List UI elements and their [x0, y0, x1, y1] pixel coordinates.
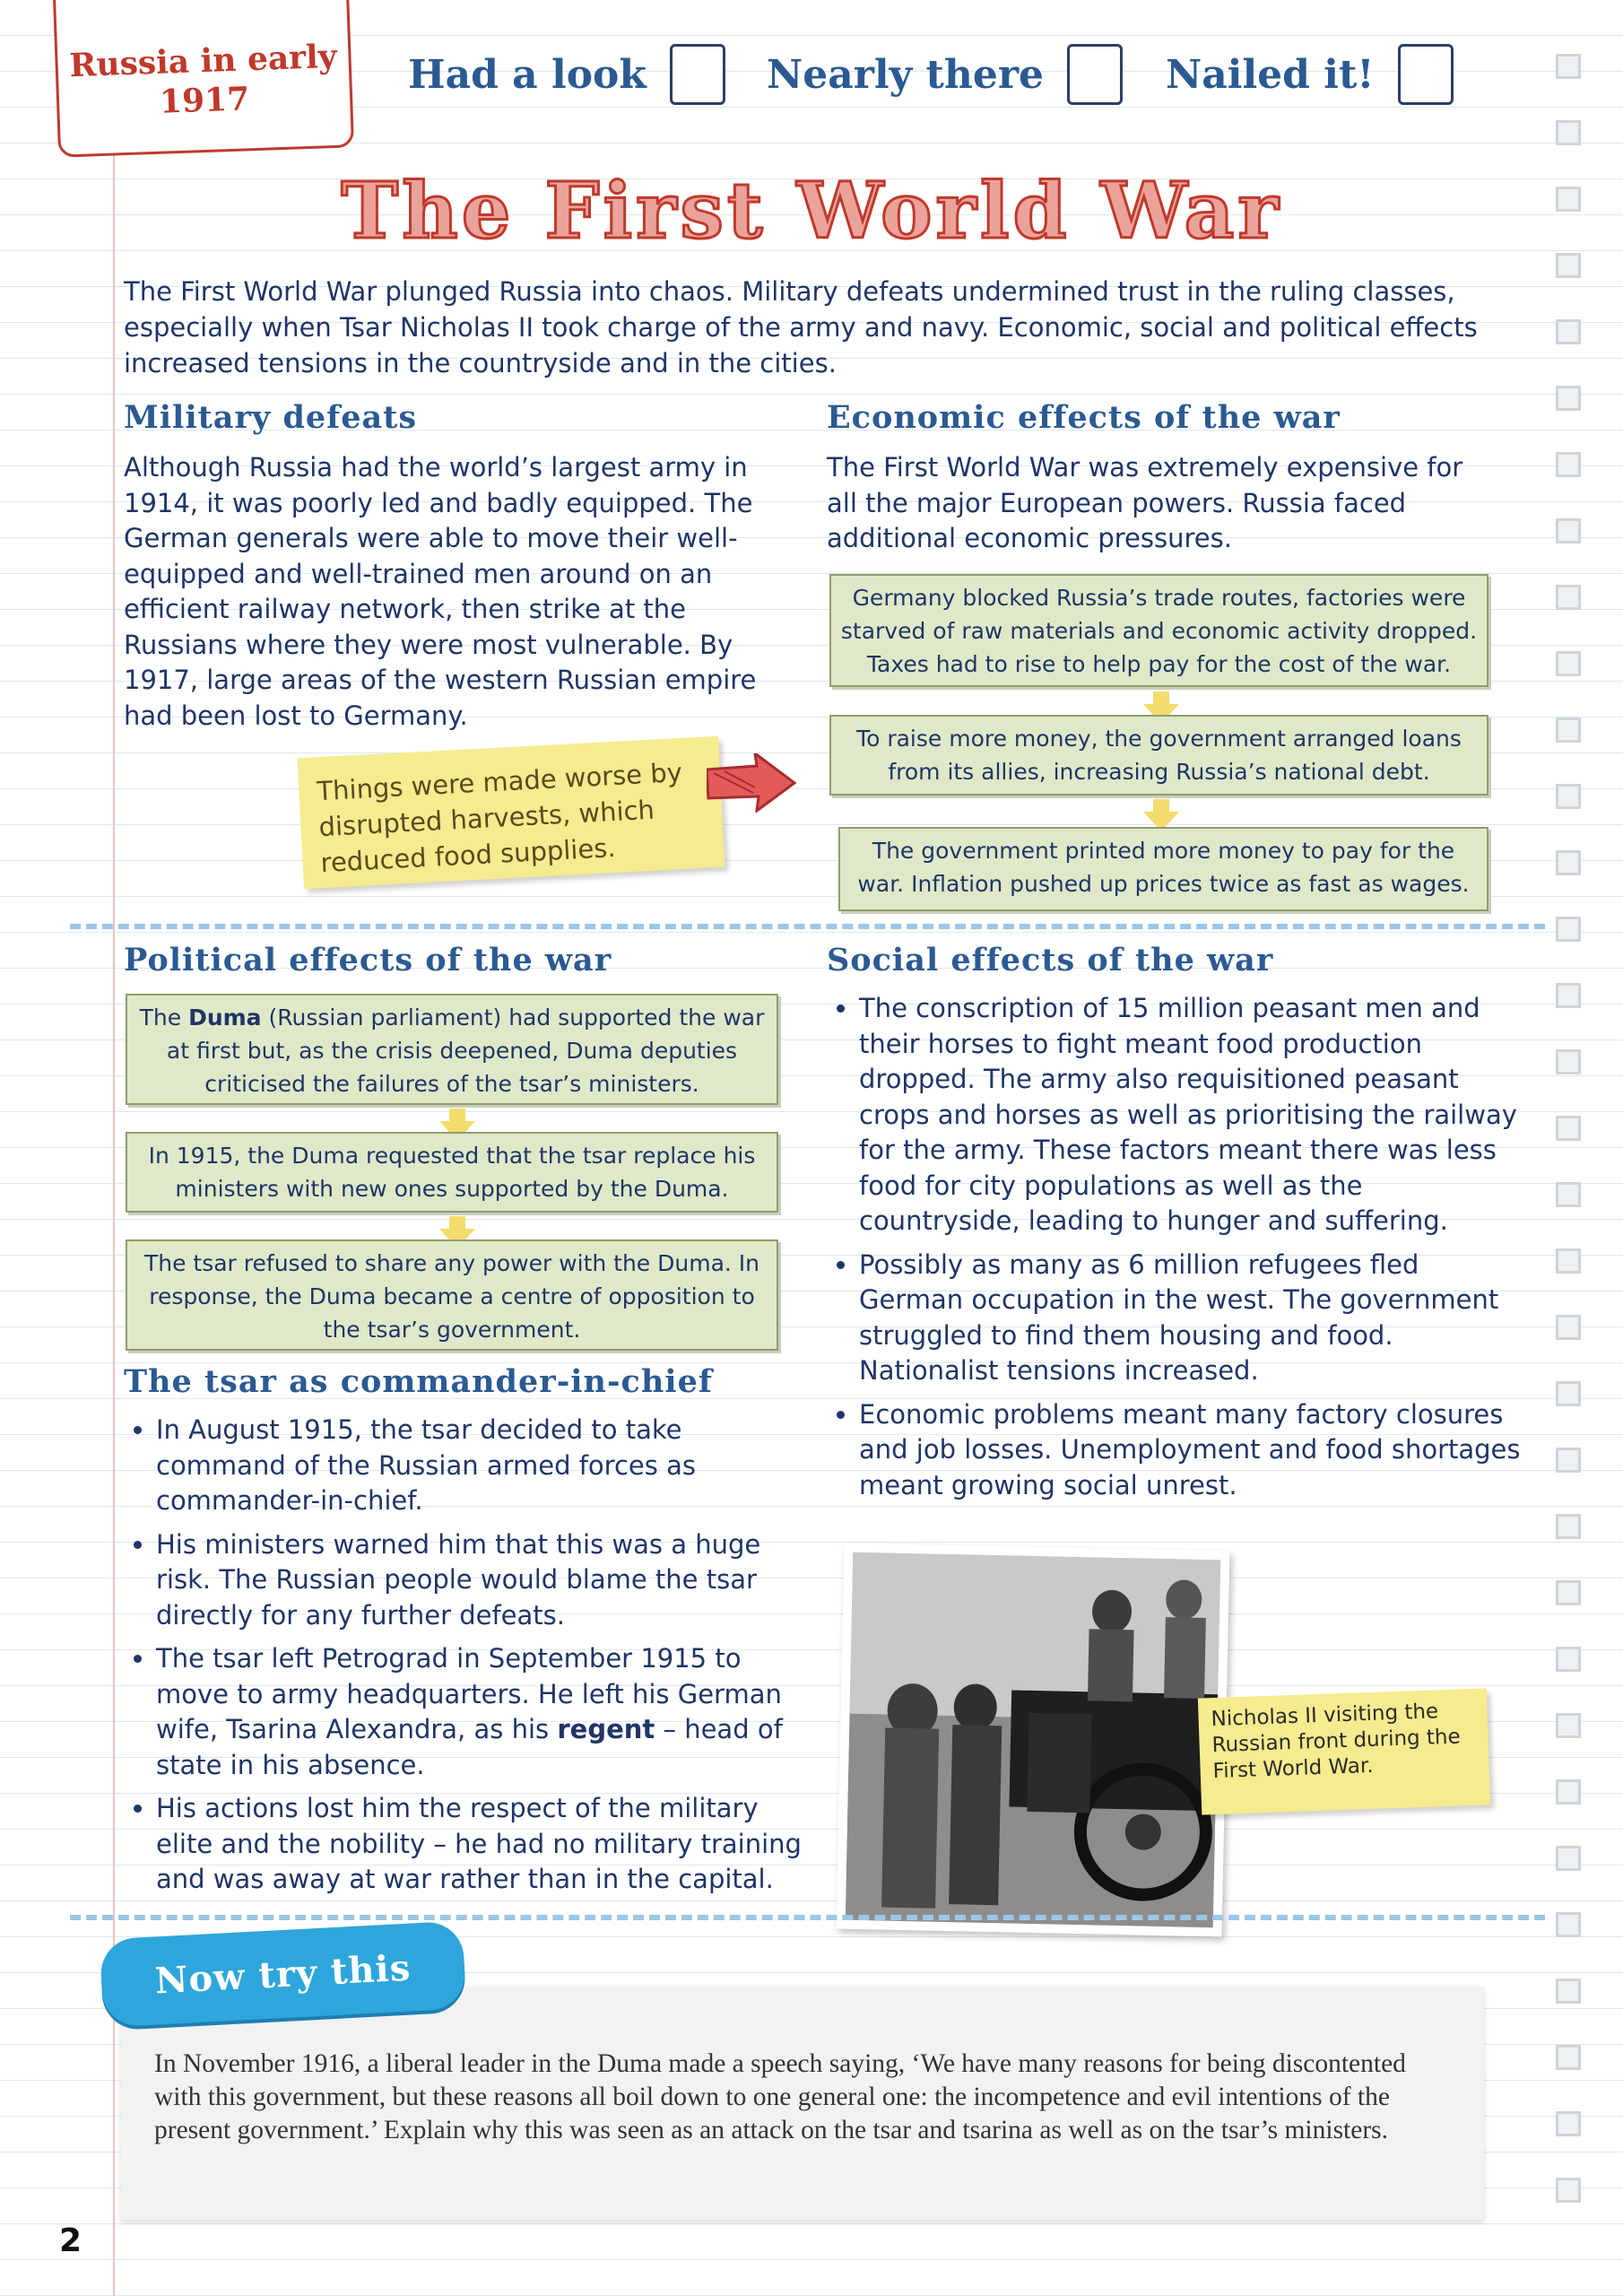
duma-term: Duma	[188, 1004, 262, 1031]
topic-tag: Russia in early 1917	[53, 0, 354, 158]
page-title: The First World War	[341, 166, 1282, 257]
side-box	[1556, 784, 1581, 809]
economic-heading: Economic effects of the war	[827, 399, 1341, 436]
political-box-1	[126, 994, 778, 1105]
side-box	[1556, 518, 1581, 544]
intro-text: The First World War plunged Russia into chaos. Military defeats undermined trust in the ruling classes, especially when Tsar Nicholas II took charge of the army and navy. Economic, social and political effects increased tensions in the countryside and in the cities.	[124, 276, 1478, 378]
photo-image	[846, 1552, 1220, 1927]
nailed-it-checkbox[interactable]	[1398, 44, 1454, 105]
social-heading: Social effects of the war	[827, 942, 1274, 978]
side-box	[1556, 651, 1581, 676]
side-box	[1556, 1116, 1581, 1141]
section-divider	[70, 1915, 1545, 1920]
political-box-3: The tsar refused to share any power with the Duma. In response, the Duma became a centre of opposition to the tsar’s government.	[126, 1239, 778, 1351]
list-item: • Possibly as many as 6 million refugees fled German occupation in the west. The government struggled to find them housing and food. Nationalist tensions increased.	[859, 1248, 1523, 1389]
military-sticky-note: Things were made worse by disrupted harvests, which reduced food supplies.	[298, 736, 725, 889]
side-box	[1556, 850, 1581, 875]
side-box	[1556, 1580, 1581, 1605]
progress-label: Had a look	[408, 51, 647, 98]
side-box	[1556, 1381, 1581, 1406]
side-box	[1556, 983, 1581, 1008]
regent-term: regent	[557, 1714, 655, 1744]
progress-label: Nearly there	[767, 51, 1044, 98]
economic-box-3: The government printed more money to pay for the war. Inflation pushed up prices twice as fast as wages.	[838, 827, 1488, 911]
now-try-this-label: Now try this	[100, 1920, 467, 2027]
list-item: • Economic problems meant many factory closures and job losses. Unemployment and food shortages meant growing social unrest.	[859, 1397, 1523, 1504]
progress-had-a-look[interactable]	[408, 43, 725, 106]
side-box	[1556, 120, 1581, 145]
side-box	[1556, 1514, 1581, 1539]
side-box	[1556, 1448, 1581, 1473]
economic-text: The First World War was extremely expensive for all the major European powers. Russia faced additional economic pressures.	[827, 452, 1463, 553]
side-box	[1556, 1049, 1581, 1074]
red-arrow-icon	[707, 753, 796, 813]
progress-label: Nailed it!	[1166, 51, 1375, 98]
list-item-text: The tsar left Petrograd in September 1915 to move to army headquarters. He left his German wife, Tsarina Alexandra, as his	[156, 1643, 782, 1744]
side-box	[1556, 1779, 1581, 1805]
side-box	[1556, 1182, 1581, 1207]
side-box	[1556, 1846, 1581, 1871]
economic-box-1: Germany blocked Russia’s trade routes, factories were starved of raw materials and economic activity dropped. Taxes had to rise to help pay for the cost of the war.	[829, 574, 1488, 687]
tsar-heading: The tsar as commander-in-chief	[124, 1363, 713, 1400]
side-box	[1556, 386, 1581, 411]
side-box	[1556, 1912, 1581, 1937]
progress-nailed-it[interactable]	[1166, 43, 1454, 106]
nearly-there-checkbox[interactable]	[1067, 44, 1123, 105]
economic-box-2: To raise more money, the government arranged loans from its allies, increasing Russia’s national debt.	[829, 715, 1488, 796]
tsar-bullet-list	[124, 1413, 820, 1906]
political-box-1-text: The	[139, 1004, 189, 1031]
political-box-1-text: (Russian parliament) had supported the war at first but, as the crisis deepened, Duma deputies criticised the failures of the tsar’s ministers.	[166, 1004, 765, 1097]
side-box	[1556, 2045, 1581, 2070]
now-try-this-text: In November 1916, a liberal leader in the Duma made a speech saying, ‘We have many reasons for being discontented with this government, but these reasons all boil down to one general one: the incompetence and evil intentions of the present government.’ Explain why this was seen as an attack on the tsar and tsarina as well as on the tsar’s ministers.	[154, 2049, 1406, 2144]
page-number: 2	[59, 2222, 82, 2259]
political-heading: Political effects of the war	[124, 942, 612, 978]
photo-caption: Nicholas II visiting the Russian front during the First World War.	[1198, 1688, 1490, 1814]
side-box	[1556, 1713, 1581, 1738]
section-divider	[70, 924, 1545, 929]
list-item: • In August 1915, the tsar decided to take command of the Russian armed forces as commander-in-chief.	[156, 1413, 820, 1519]
side-box	[1556, 452, 1581, 477]
side-box	[1556, 2178, 1581, 2203]
car-and-soldiers-illustration	[846, 1552, 1220, 1927]
side-box	[1556, 1248, 1581, 1274]
side-box	[1556, 319, 1581, 344]
side-box	[1556, 1647, 1581, 1672]
side-box	[1556, 718, 1581, 743]
side-box	[1556, 1315, 1581, 1340]
military-text: Although Russia had the world’s largest army in 1914, it was poorly led and badly equipped. The German generals were able to move their well-equipped and well-trained men around on an efficient railway network, then strike at the Russians where they were most vulnerable. By 1917, large areas of the western Russian empire had been lost to Germany.	[124, 452, 757, 731]
side-box	[1556, 1979, 1581, 2004]
social-bullet-list	[827, 991, 1523, 1511]
side-box	[1556, 253, 1581, 278]
political-box-2: In 1915, the Duma requested that the tsar replace his ministers with new ones supported by the Duma.	[126, 1132, 778, 1213]
progress-nearly-there[interactable]	[767, 43, 1123, 106]
list-item: • The conscription of 15 million peasant men and their horses to fight meant food production dropped. The army also requisitioned peasant crops and horses as well as prioritising the railway for the army. These factors meant there was less food for city populations as well as the countryside, leading to hunger and suffering.	[859, 991, 1523, 1239]
had-a-look-checkbox[interactable]	[670, 44, 725, 105]
side-box	[1556, 585, 1581, 610]
military-heading: Military defeats	[124, 399, 418, 436]
list-item-text: – head of state in his absence.	[156, 1714, 783, 1780]
list-item: • His ministers warned him that this was a huge risk. The Russian people would blame the tsar directly for any further defeats.	[156, 1527, 820, 1634]
side-box	[1556, 917, 1581, 942]
historical-photo	[837, 1544, 1230, 1937]
side-box	[1556, 2111, 1581, 2136]
list-item	[156, 1641, 820, 1783]
side-box	[1556, 54, 1581, 79]
list-item: • His actions lost him the respect of the military elite and the nobility – he had no military training and was away at war rather than in the capital.	[156, 1791, 820, 1898]
